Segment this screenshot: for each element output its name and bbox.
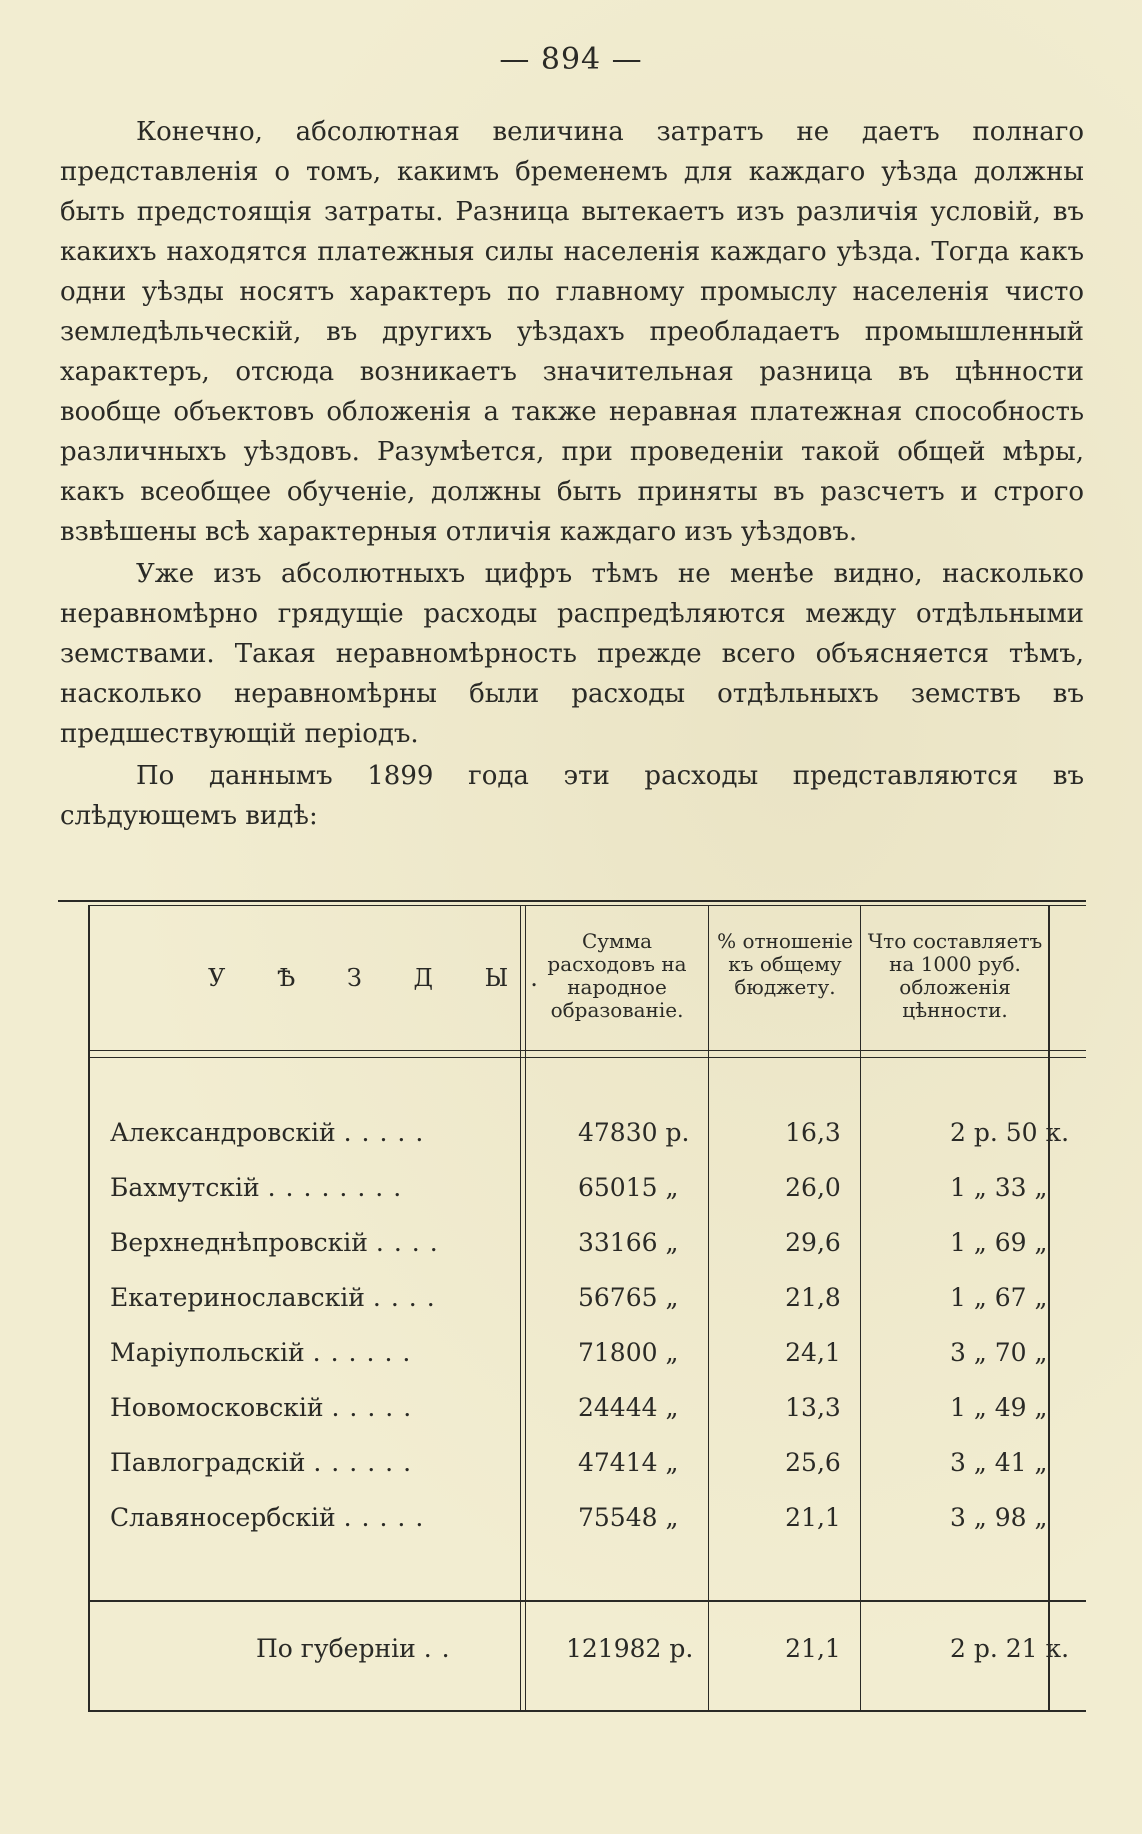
table-row xyxy=(58,1393,1086,1448)
table-bottom-border xyxy=(88,1710,1086,1712)
leader-dots: .... xyxy=(375,1228,448,1257)
row-name: Екатеринославскій xyxy=(110,1283,365,1312)
row-name: Павлоградскій xyxy=(110,1448,306,1477)
row-name: Славяносербскій xyxy=(110,1503,336,1532)
header-sum: Сумма расходовъ на народное образованіе. xyxy=(547,929,687,1022)
table-row xyxy=(58,1283,1086,1338)
row-sum: 65015 „ xyxy=(578,1173,679,1202)
table-top-border-inner xyxy=(88,905,1086,906)
row-per-1000: 3 „ 41 „ xyxy=(950,1448,1048,1477)
table-row xyxy=(58,1173,1086,1228)
paragraph-1: Конечно, абсолютная величина затратъ не даетъ полнаго представленія о томъ, какимъ бременемъ для каждаго уѣзда должны быть предстоящія затраты. Разница вытекаетъ изъ различія условій, въ какихъ находятся платежныя силы населенія каждаго уѣзда. Тогда какъ одни уѣзды носятъ характеръ по главному промыслу населенія чисто земледѣльческій, въ другихъ уѣздахъ преобладаетъ промышленный характеръ, отсюда возникаетъ значительная разница въ цѣнности вообще объектовъ обложенія а также неравная платежная способность различныхъ уѣздовъ. Разумѣется, при проведеніи такой общей мѣры, какъ всеобщее обученіе, должны быть приняты въ разсчетъ и строго взвѣшены всѣ характерныя отличія каждаго изъ уѣздовъ. xyxy=(60,117,1084,547)
total-percent: 21,1 xyxy=(785,1634,841,1663)
row-percent: 29,6 xyxy=(785,1228,841,1257)
row-percent: 25,6 xyxy=(785,1448,841,1477)
row-name: Новомосковскій xyxy=(110,1393,324,1422)
leader-dots: ..... xyxy=(343,1503,434,1532)
row-percent: 13,3 xyxy=(785,1393,841,1422)
row-per-1000: 2 р. 50 к. xyxy=(950,1118,1070,1147)
leader-dots: ........ xyxy=(267,1173,412,1202)
row-per-1000: 1 „ 49 „ xyxy=(950,1393,1048,1422)
header-separator-2 xyxy=(88,1057,1086,1058)
paragraph-2: Уже изъ абсолютныхъ цифръ тѣмъ не менѣе видно, насколько неравномѣрно грядущіе расходы распредѣляются между отдѣльными земствами. Такая неравномѣрность прежде всего объясняется тѣмъ, насколько неравномѣрны были расходы отдѣльныхъ земствъ въ предшествующій періодъ. xyxy=(60,559,1084,749)
total-sum: 121982 р. xyxy=(566,1634,694,1663)
total-separator xyxy=(88,1600,1086,1602)
table-row xyxy=(58,1228,1086,1283)
row-percent: 16,3 xyxy=(785,1118,841,1147)
row-name: Александровскій xyxy=(110,1118,336,1147)
row-name: Маріупольскій xyxy=(110,1338,305,1367)
leader-dots: ...... xyxy=(312,1338,421,1367)
header-uezdy: У Ѣ З Д Ы. xyxy=(208,964,560,992)
header-per-1000: Что составляетъ на 1000 руб. обложенія цѣнности. xyxy=(867,929,1043,1022)
row-sum: 24444 „ xyxy=(578,1393,679,1422)
leader-dots: ..... xyxy=(331,1393,422,1422)
table-top-border xyxy=(58,900,1086,902)
row-per-1000: 3 „ 98 „ xyxy=(950,1503,1048,1532)
row-sum: 75548 „ xyxy=(578,1503,679,1532)
leader-dots: ..... xyxy=(343,1118,434,1147)
row-name: Бахмутскій xyxy=(110,1173,260,1202)
row-sum: 47830 р. xyxy=(578,1118,690,1147)
row-percent: 24,1 xyxy=(785,1338,841,1367)
header-percent: % отношеніе къ общему бюджету. xyxy=(717,929,853,999)
row-sum: 33166 „ xyxy=(578,1228,679,1257)
table-row xyxy=(58,1338,1086,1393)
row-percent: 21,1 xyxy=(785,1503,841,1532)
total-name: По губерніи xyxy=(256,1634,416,1663)
row-percent: 21,8 xyxy=(785,1283,841,1312)
table-row xyxy=(58,1503,1086,1558)
row-sum: 47414 „ xyxy=(578,1448,679,1477)
leader-dots: .... xyxy=(372,1283,445,1312)
row-sum: 56765 „ xyxy=(578,1283,679,1312)
row-per-1000: 1 „ 69 „ xyxy=(950,1228,1048,1257)
body-text xyxy=(60,112,1084,836)
table-total-row xyxy=(58,1634,1086,1689)
row-name: Верхнеднѣпровскій xyxy=(110,1228,368,1257)
table-row xyxy=(58,1448,1086,1503)
row-per-1000: 1 „ 67 „ xyxy=(950,1283,1048,1312)
header-separator xyxy=(88,1050,1086,1051)
page-number: — 894 — xyxy=(499,42,643,77)
row-percent: 26,0 xyxy=(785,1173,841,1202)
paragraph-3: По даннымъ 1899 года эти расходы представляются въ слѣдующемъ видѣ: xyxy=(60,761,1084,831)
row-per-1000: 1 „ 33 „ xyxy=(950,1173,1048,1202)
leader-dots: .. xyxy=(423,1634,460,1663)
table-row xyxy=(58,1118,1086,1173)
row-sum: 71800 „ xyxy=(578,1338,679,1367)
total-per-1000: 2 р. 21 к. xyxy=(950,1634,1070,1663)
row-per-1000: 3 „ 70 „ xyxy=(950,1338,1048,1367)
expenses-table xyxy=(58,900,1086,1712)
leader-dots: ...... xyxy=(313,1448,422,1477)
